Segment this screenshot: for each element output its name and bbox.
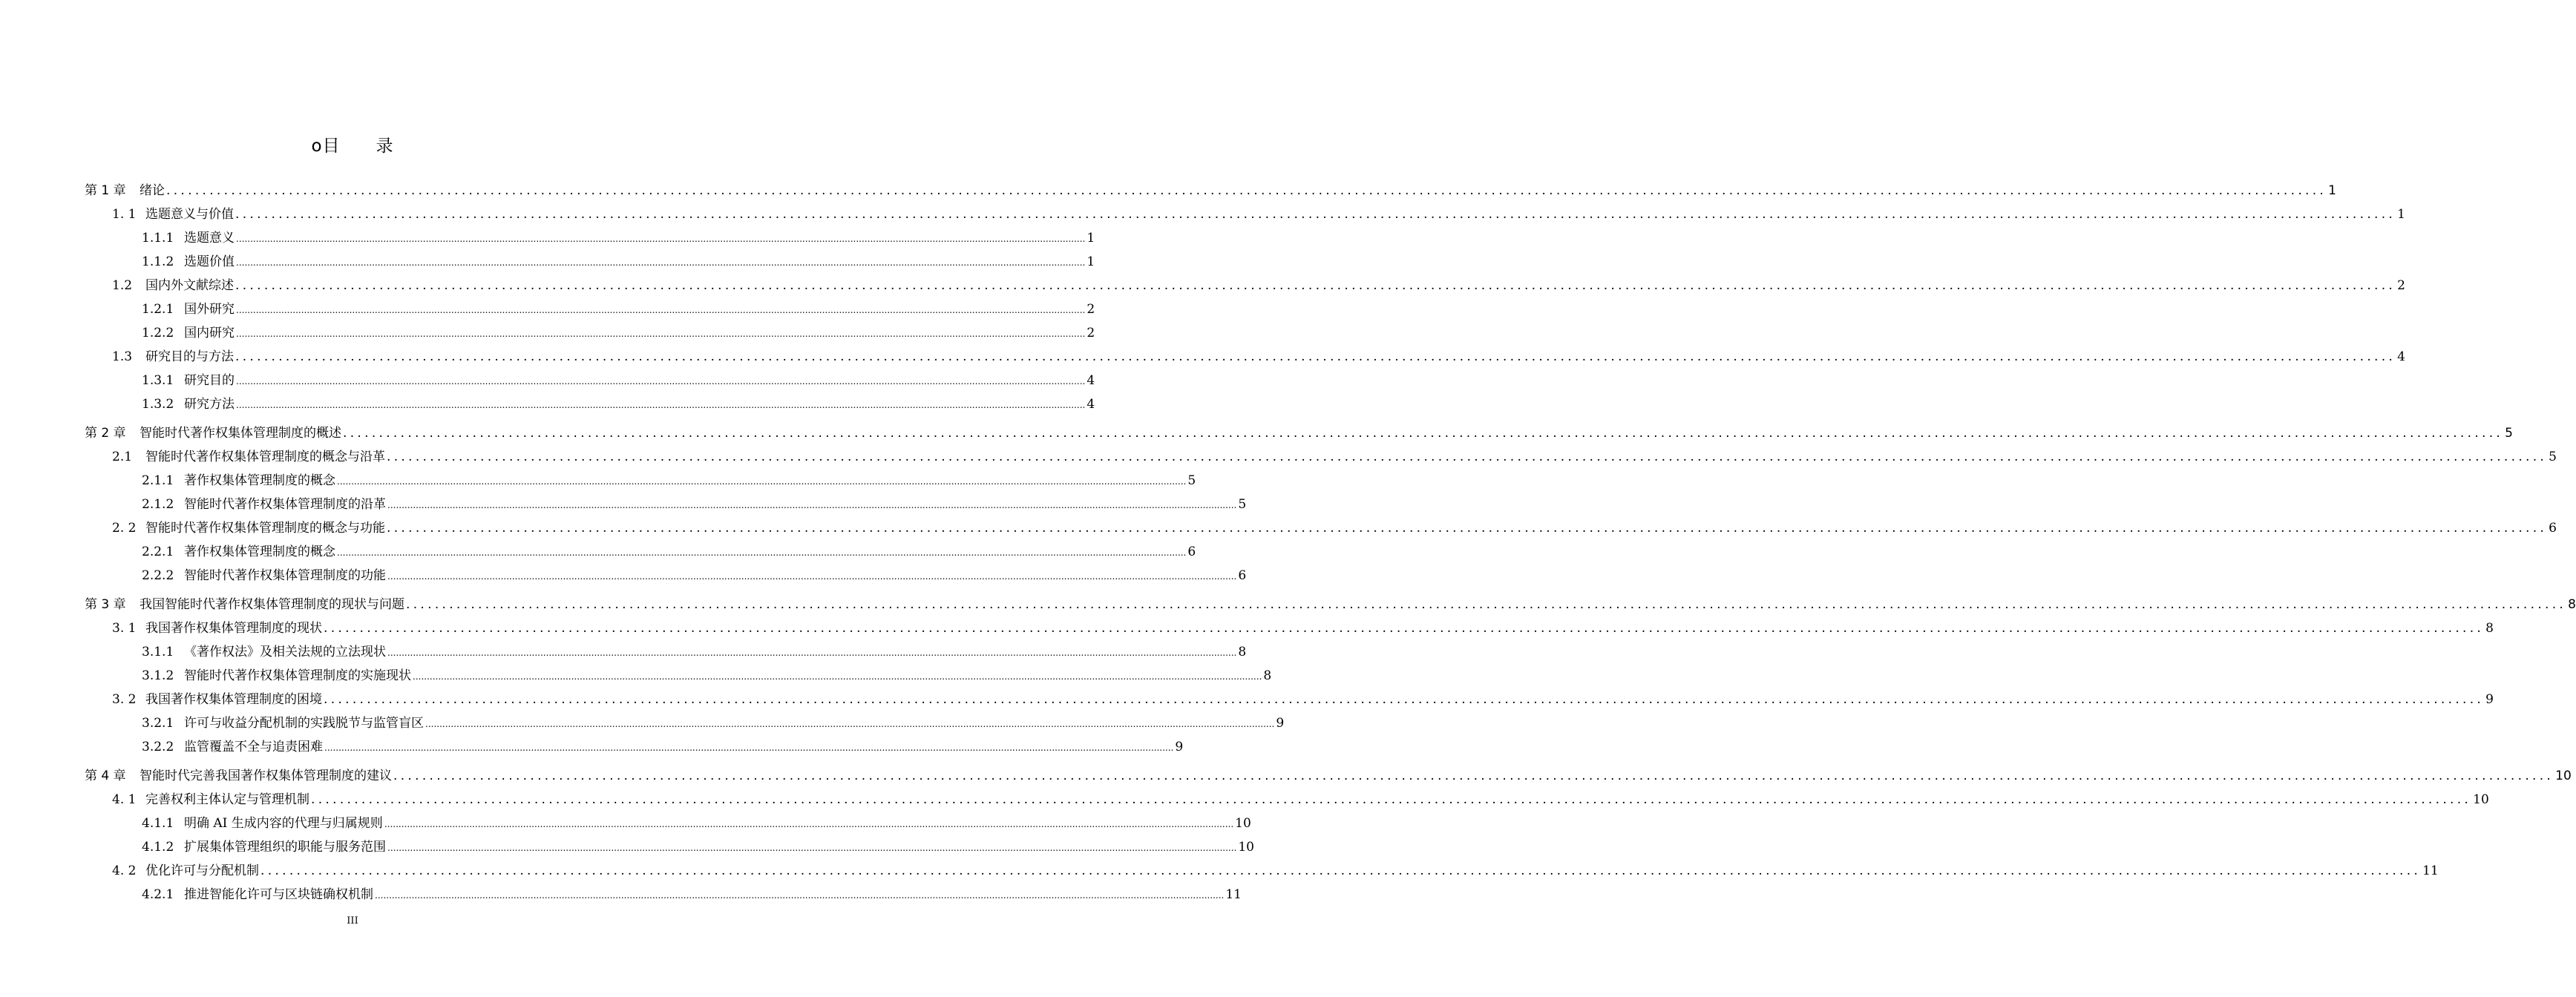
toc-entry-title: 智能时代著作权集体管理制度的概念与功能 <box>145 521 385 536</box>
toc-dot-leader: ............................................................................................................................................................................................................................................................................................................ <box>324 692 2485 707</box>
toc-entry-number: 4. 2 <box>112 863 137 878</box>
toc-entry-page-number: 10 <box>2473 792 2489 807</box>
toc-dot-leader: ............................................................................................................................................................................................................................................................................................................ <box>236 400 1086 410</box>
toc-entry-page-number: 6 <box>2549 521 2557 536</box>
toc-entry-level-3[interactable] <box>142 642 1247 662</box>
toc-entry-number: 2. 2 <box>112 521 137 536</box>
toc-dot-leader: ............................................................................................................................................................................................................................................................................................................ <box>413 671 1262 682</box>
toc-entry-title: 著作权集体管理制度的概念 <box>184 473 335 488</box>
toc-entry-page-number: 10 <box>2555 769 2572 783</box>
toc-dot-leader: ............................................................................................................................................................................................................................................................................................................ <box>235 278 2396 293</box>
toc-entry-number: 3.1.1 <box>142 645 174 659</box>
toc-entry-level-1[interactable] <box>85 595 2576 614</box>
toc-entry-number: 第 1 章 <box>85 183 126 198</box>
toc-entry-title: 智能时代著作权集体管理制度的概念与沿革 <box>145 450 385 464</box>
toc-entry-level-3[interactable] <box>142 566 1247 585</box>
toc-dot-leader: ............................................................................................................................................................................................................................................................................................................ <box>236 305 1086 315</box>
toc-dot-leader: ............................................................................................................................................................................................................................................................................................................ <box>387 521 2548 536</box>
toc-entry-number: 1.2.2 <box>142 326 174 340</box>
toc-entry-page-number: 5 <box>2505 426 2513 441</box>
toc-dot-leader: ............................................................................................................................................................................................................................................................................................................ <box>384 819 1234 829</box>
toc-entry-number: 2.1.1 <box>142 473 174 488</box>
toc-dot-leader: ............................................................................................................................................................................................................................................................................................................ <box>337 476 1187 487</box>
toc-entry-page-number: 5 <box>1238 497 1247 512</box>
toc-title: o目 录 <box>311 136 394 156</box>
toc-entry-level-3[interactable] <box>142 323 1095 343</box>
toc-entry-title: 研究目的 <box>184 373 235 388</box>
toc-dot-leader: ............................................................................................................................................................................................................................................................................................................ <box>235 207 2396 222</box>
toc-entry-title: 我国著作权集体管理制度的困境 <box>145 692 322 707</box>
toc-entry-level-2[interactable] <box>112 347 2405 366</box>
toc-entry-page-number: 5 <box>1187 473 1196 488</box>
toc-entry-page-number: 8 <box>2485 621 2494 636</box>
toc-entry-number: 1.1.2 <box>142 254 174 269</box>
toc-entry-title: 《著作权法》及相关法规的立法现状 <box>184 645 386 659</box>
toc-entry-title: 选题意义与价值 <box>145 207 234 222</box>
toc-entry-title: 绪论 <box>140 183 165 198</box>
toc-entry-number: 1.2.1 <box>142 302 174 317</box>
toc-entry-page-number: 1 <box>2397 207 2405 222</box>
toc-entry-title: 选题价值 <box>184 254 235 269</box>
toc-entry-number: 1.3 <box>112 349 133 364</box>
toc-entry-title: 智能时代著作权集体管理制度的功能 <box>184 568 386 583</box>
toc-entry-page-number: 2 <box>2397 278 2405 293</box>
toc-entry-number: 2.1 <box>112 450 133 464</box>
toc-dot-leader: ............................................................................................................................................................................................................................................................................................................ <box>387 450 2548 464</box>
toc-entry-page-number: 8 <box>1238 645 1247 659</box>
toc-entry-number: 2.1.2 <box>142 497 174 512</box>
toc-entry-title: 我国智能时代著作权集体管理制度的现状与问题 <box>140 597 404 612</box>
toc-entry-title: 著作权集体管理制度的概念 <box>184 544 335 559</box>
toc-entry-number: 1.3.1 <box>142 373 174 388</box>
toc-entry-title: 智能时代著作权集体管理制度的实施现状 <box>184 668 411 683</box>
toc-entry-title: 国内外文献综述 <box>145 278 234 293</box>
toc-entry-level-2[interactable] <box>112 205 2405 224</box>
toc-entry-number: 4.1.2 <box>142 840 174 855</box>
toc-entry-page-number: 1 <box>2328 183 2336 198</box>
toc-entry-number: 第 3 章 <box>85 597 126 612</box>
toc-entry-level-3[interactable] <box>142 666 1272 685</box>
toc-entry-level-2[interactable] <box>112 619 2494 638</box>
toc-entry-page-number: 8 <box>2568 597 2576 612</box>
toc-entry-title: 研究方法 <box>184 397 235 412</box>
toc-entry-title: 监管覆盖不全与追责困难 <box>184 740 323 754</box>
toc-entry-level-1[interactable] <box>85 181 2336 200</box>
toc-entry-level-2[interactable] <box>112 790 2489 809</box>
toc-entry-number: 2.2.2 <box>142 568 174 583</box>
toc-entry-page-number: 11 <box>2422 863 2439 878</box>
toc-dot-leader: ............................................................................................................................................................................................................................................................................................................ <box>324 621 2485 636</box>
toc-dot-leader: ............................................................................................................................................................................................................................................................................................................ <box>406 597 2567 612</box>
toc-entry-title: 我国著作权集体管理制度的现状 <box>145 621 322 636</box>
toc-entry-level-1[interactable] <box>85 766 2572 786</box>
toc-dot-leader: ............................................................................................................................................................................................................................................................................................................ <box>387 500 1237 510</box>
toc-dot-leader: ............................................................................................................................................................................................................................................................................................................ <box>387 843 1237 853</box>
toc-entry-level-3[interactable] <box>142 714 1285 733</box>
toc-entry-page-number: 9 <box>1175 740 1184 754</box>
toc-dot-leader: ............................................................................................................................................................................................................................................................................................................ <box>425 719 1275 729</box>
toc-entry-number: 1.1.1 <box>142 231 174 246</box>
toc-entry-page-number: 4 <box>1087 397 1095 412</box>
toc-entry-title: 智能时代著作权集体管理制度的沿革 <box>184 497 386 512</box>
toc-dot-leader: ............................................................................................................................................................................................................................................................................................................ <box>343 426 2504 441</box>
toc-entry-title: 许可与收益分配机制的实践脱节与监管盲区 <box>184 716 424 731</box>
toc-entry-number: 1.2 <box>112 278 133 293</box>
toc-entry-title: 明确 AI 生成内容的代理与归属规则 <box>184 816 383 831</box>
toc-entry-number: 4. 1 <box>112 792 137 807</box>
toc-entry-page-number: 9 <box>2485 692 2494 707</box>
toc-entry-title: 扩展集体管理组织的职能与服务范围 <box>184 840 386 855</box>
toc-entry-page-number: 6 <box>1187 544 1196 559</box>
toc-dot-leader: ............................................................................................................................................................................................................................................................................................................ <box>236 329 1086 339</box>
page-footer-number: III <box>347 915 358 927</box>
toc-entry-page-number: 10 <box>1235 816 1251 831</box>
toc-entry-page-number: 10 <box>1238 840 1254 855</box>
toc-dot-leader: ............................................................................................................................................................................................................................................................................................................ <box>236 376 1086 386</box>
toc-entry-level-3[interactable] <box>142 371 1095 390</box>
toc-dot-leader: ............................................................................................................................................................................................................................................................................................................ <box>337 547 1187 558</box>
toc-entry-page-number: 11 <box>1225 887 1242 902</box>
toc-entry-level-3[interactable] <box>142 228 1095 248</box>
toc-entry-number: 4.1.1 <box>142 816 174 831</box>
toc-entry-number: 第 2 章 <box>85 426 126 441</box>
toc-entry-number: 1.3.2 <box>142 397 174 412</box>
toc-entry-level-2[interactable] <box>112 519 2557 538</box>
toc-entry-page-number: 5 <box>2549 450 2557 464</box>
toc-dot-leader: ............................................................................................................................................................................................................................................................................................................ <box>387 648 1237 658</box>
toc-entry-level-2[interactable] <box>112 690 2494 709</box>
toc-entry-level-3[interactable] <box>142 542 1196 562</box>
toc-entry-level-3[interactable] <box>142 814 1251 833</box>
toc-entry-title: 国外研究 <box>184 302 235 317</box>
toc-entry-title: 优化许可与分配机制 <box>145 863 259 878</box>
toc-entry-level-2[interactable] <box>112 447 2557 467</box>
toc-dot-leader: ............................................................................................................................................................................................................................................................................................................ <box>260 863 2422 878</box>
toc-entry-page-number: 8 <box>1263 668 1272 683</box>
toc-dot-leader: ............................................................................................................................................................................................................................................................................................................ <box>236 257 1086 268</box>
toc-entry-number: 第 4 章 <box>85 769 126 783</box>
toc-entry-number: 2.2.1 <box>142 544 174 559</box>
toc-dot-leader: ............................................................................................................................................................................................................................................................................................................ <box>311 792 2472 807</box>
toc-entry-page-number: 2 <box>1087 302 1095 317</box>
toc-dot-leader: ............................................................................................................................................................................................................................................................................................................ <box>235 349 2396 364</box>
toc-entry-level-3[interactable] <box>142 395 1095 414</box>
toc-dot-leader: ............................................................................................................................................................................................................................................................................................................ <box>236 234 1086 244</box>
toc-dot-leader: ............................................................................................................................................................................................................................................................................................................ <box>375 890 1225 901</box>
toc-entry-number: 4.2.1 <box>142 887 174 902</box>
toc-entry-page-number: 2 <box>1087 326 1095 340</box>
toc-entry-number: 3.1.2 <box>142 668 174 683</box>
toc-entry-level-3[interactable] <box>142 495 1247 514</box>
toc-entry-number: 1. 1 <box>112 207 137 222</box>
toc-entry-page-number: 1 <box>1087 254 1095 269</box>
toc-dot-leader: ............................................................................................................................................................................................................................................................................................................ <box>387 571 1237 582</box>
toc-dot-leader: ............................................................................................................................................................................................................................................................................................................ <box>324 743 1174 753</box>
toc-entry-title: 智能时代著作权集体管理制度的概述 <box>140 426 341 441</box>
toc-entry-page-number: 4 <box>1087 373 1095 388</box>
toc-entry-title: 国内研究 <box>184 326 235 340</box>
toc-entry-title: 选题意义 <box>184 231 235 246</box>
toc-entry-level-3[interactable] <box>142 252 1095 272</box>
toc-entry-number: 3.2.2 <box>142 740 174 754</box>
toc-entry-level-2[interactable] <box>112 276 2405 295</box>
toc-entry-page-number: 1 <box>1087 231 1095 246</box>
toc-entry-page-number: 4 <box>2397 349 2405 364</box>
toc-entry-title: 智能时代完善我国著作权集体管理制度的建议 <box>140 769 392 783</box>
toc-dot-leader: ............................................................................................................................................................................................................................................................................................................ <box>393 769 2554 783</box>
toc-entry-level-3[interactable] <box>142 838 1254 857</box>
toc-entry-number: 3.2.1 <box>142 716 174 731</box>
toc-entry-title: 推进智能化许可与区块链确权机制 <box>184 887 373 902</box>
toc-entry-number: 3. 1 <box>112 621 137 636</box>
toc-entry-level-3[interactable] <box>142 471 1196 490</box>
toc-entry-page-number: 9 <box>1276 716 1285 731</box>
toc-entry-title: 完善权利主体认定与管理机制 <box>145 792 309 807</box>
toc-dot-leader: ............................................................................................................................................................................................................................................................................................................ <box>166 183 2327 198</box>
toc-entry-number: 3. 2 <box>112 692 137 707</box>
toc-entry-level-1[interactable] <box>85 424 2513 443</box>
toc-entry-level-3[interactable] <box>142 300 1095 319</box>
toc-entry-level-3[interactable] <box>142 737 1184 757</box>
toc-entry-level-3[interactable] <box>142 885 1242 904</box>
toc-entry-title: 研究目的与方法 <box>145 349 234 364</box>
toc-entry-page-number: 6 <box>1238 568 1247 583</box>
toc-entry-level-2[interactable] <box>112 861 2439 881</box>
